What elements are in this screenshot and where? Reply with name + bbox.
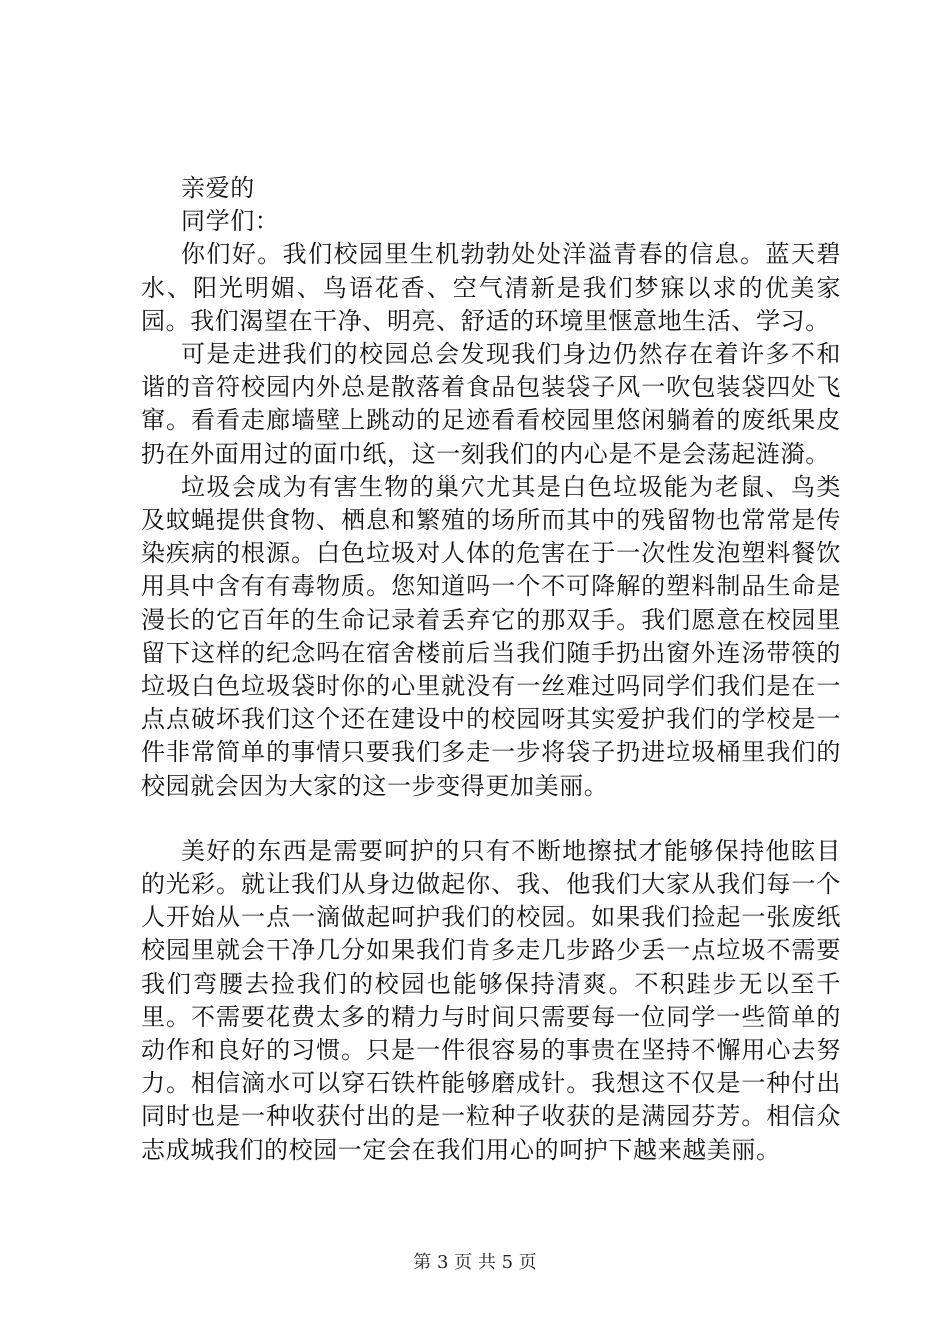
paragraph-4: 美好的东西是需要呵护的只有不断地擦拭才能够保持他眩目的光彩。就让我们从身边做起你、我、他我们大家从我们每一个人开始从一点一滴做起呵护我们的校园。如果我们捡起一张废纸校园里就会干净几分如果我们肯多走几步路少丢一点垃圾不需要我们弯腰去捡我们的校园也能够保持清爽。不积跬步无以至千里。不需要花费太多的精力与时间只需要每一位同学一些简单的动作和良好的习惯。只是一件很容易的事贵在坚持不懈用心去努力。相信滴水可以穿石铁杵能够磨成针。我想这不仅是一种付出同时也是一种收获付出的是一粒种子收获的是满园芬芳。相信众志成城我们的校园一定会在我们用心的呵护下越来越美丽。 <box>141 836 841 1164</box>
greeting-line-1: 亲爱的 <box>181 174 255 202</box>
greeting-line-2: 同学们： <box>181 207 280 236</box>
paragraph-2: 可是走进我们的校园总会发现我们身边仍然存在着许多不和谐的音符校园内外总是散落着食品包装袋子风一吹包装袋四处飞窜。看看走廊墙壁上跳动的足迹看看校园里悠闲躺着的废纸果皮扔在外面用过的面巾纸，这一刻我们的内心是不是会荡起涟漪。 <box>141 340 841 468</box>
paragraph-3: 垃圾会成为有害生物的巢穴尤其是白色垃圾能为老鼠、鸟类及蚊蝇提供食物、栖息和繁殖的场所而其中的残留物也常常是传染疾病的根源。白色垃圾对人体的危害在于一次性发泡塑料餐饮用具中含有有毒物质。您知道吗一个不可降解的塑料制品生命是漫长的它百年的生命记录着丢弃它的那双手。我们愿意在校园里留下这样的纪念吗在宿舍楼前后当我们随手扔出窗外连汤带筷的垃圾白色垃圾袋时你的心里就没有一丝难过吗同学们我们是在一点点破坏我们这个还在建设中的校园呀其实爱护我们的学校是一件非常简单的事情只要我们多走一步将袋子扔进垃圾桶里我们的校园就会因为大家的这一步变得更加美丽。 <box>141 472 841 800</box>
paragraph-1: 你们好。我们校园里生机勃勃处处洋溢青春的信息。蓝天碧水、阳光明媚、鸟语花香、空气清新是我们梦寐以求的优美家园。我们渴望在干净、明亮、舒适的环境里惬意地生活、学习。 <box>141 240 841 335</box>
document-body <box>141 172 841 1167</box>
page-number-footer: 第 3 页 共 5 页 <box>413 1252 537 1273</box>
